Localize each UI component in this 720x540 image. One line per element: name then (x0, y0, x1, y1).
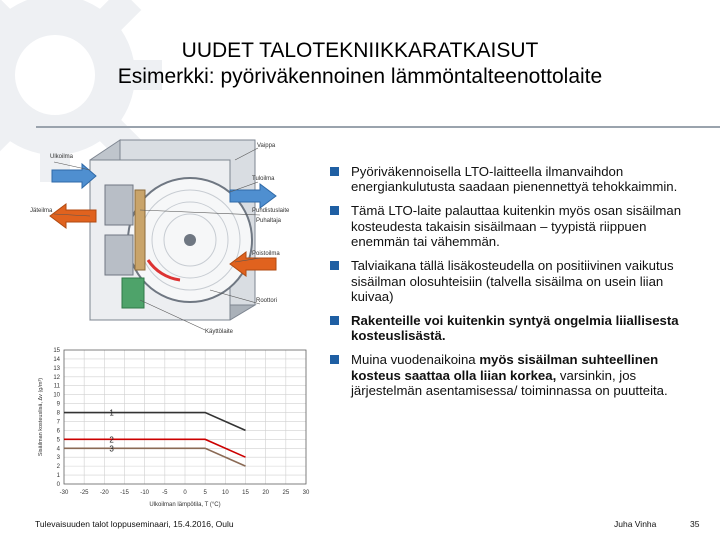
bullet-square-icon (330, 261, 339, 270)
bullet-square-icon (330, 355, 339, 364)
bullet-text: Pyöriväkennoisella LTO-laitteella ilmanvaihdon energiankulutusta saadaan pienennettyä tehokkaimmin. (351, 164, 678, 195)
bullet-square-icon (330, 206, 339, 215)
series-label: 2 (109, 435, 114, 445)
y-tick-label: 1 (56, 473, 60, 480)
x-tick-label: -30 (59, 490, 69, 496)
label-roottori: Roottori (256, 298, 278, 304)
bullet-text-highlight: myös sisäilman suhteellinen kosteus saattaa olla liian korkea, (351, 352, 659, 383)
y-tick-label: 0 (56, 482, 60, 488)
bullet-square-icon (330, 316, 339, 325)
label-kayttolaite: Käyttölaite (205, 329, 234, 335)
y-tick-label: 12 (53, 374, 60, 381)
x-tick-label: 25 (282, 490, 290, 496)
footer-author: Juha Vinha (614, 519, 657, 529)
y-axis-label: Sisäilman kosteuslisä, Δv (g/m³) (38, 377, 44, 457)
outdoor-air-arrow (52, 164, 96, 188)
bullet-text-part: Muina vuodenaikoina (351, 352, 480, 368)
y-tick-label: 14 (53, 356, 60, 363)
y-tick-label: 15 (53, 348, 60, 354)
label-puhaltaja: Puhaltaja (256, 218, 282, 224)
y-tick-label: 7 (56, 419, 60, 426)
y-tick-label: 5 (56, 437, 60, 444)
label-ulkoilma: Ulkoilma (50, 154, 74, 160)
x-tick-label: 15 (242, 490, 249, 496)
bullet-item (330, 352, 705, 398)
series-label: 3 (109, 444, 114, 454)
x-tick-label: 20 (262, 490, 270, 496)
y-tick-label: 6 (56, 428, 60, 435)
bullet-text: Talviaikana tällä lisäkosteudella on positiivinen vaikutus sisäilman olosuhteisiin (talvella sisäilma on usein liian kuivaa) (351, 258, 674, 305)
bullet-text: Rakenteille voi kuitenkin syntyä ongelmia liiallisesta kosteuslisästä. (351, 313, 679, 344)
series-label: 1 (109, 408, 114, 418)
bullet-item (330, 258, 705, 304)
x-tick-label: 30 (302, 490, 310, 496)
bullet-square-icon (330, 167, 339, 176)
bullet-text-part: varsinkin, jos järjestelmän asentamisessa/ toiminnassa on puutteita. (351, 367, 668, 399)
label-poistoilma: Poistoilma (252, 251, 280, 257)
label-vaippa: Vaippa (257, 143, 276, 149)
bullet-text: Tämä LTO-laite palauttaa kuitenkin myös osan sisäilman kosteudesta takaisin sisäilmaan – tyypistä riippuen enemmän tai vähemmän. (351, 203, 682, 250)
y-tick-label: 9 (56, 401, 60, 408)
label-puhdistuslaite: Puhdistuslaite (252, 208, 290, 214)
bullet-item (330, 203, 705, 249)
heat-recovery-unit-illustration (30, 130, 290, 345)
bullet-item (330, 313, 705, 344)
x-tick-label: 10 (221, 490, 229, 496)
label-tuloilma: Tuloilma (252, 176, 275, 182)
x-tick-label: 5 (203, 490, 207, 496)
y-tick-label: 4 (56, 446, 60, 453)
bullet-item (330, 164, 705, 195)
x-tick-label: -5 (162, 490, 168, 496)
x-tick-label: -20 (99, 490, 109, 496)
x-tick-label: -15 (120, 490, 129, 496)
y-tick-label: 10 (53, 392, 60, 399)
x-tick-label: -25 (79, 490, 89, 496)
x-tick-label: 0 (183, 490, 187, 496)
moisture-excess-chart (28, 342, 318, 524)
x-tick-label: -10 (140, 490, 150, 496)
label-jateilma: Jäteilma (30, 208, 53, 214)
slide-subtitle: Esimerkki: pyöriväkennoinen lämmöntalteenottolaite (117, 65, 603, 88)
y-tick-label: 3 (56, 455, 60, 462)
y-tick-label: 8 (56, 410, 60, 417)
y-tick-label: 2 (56, 464, 60, 471)
bullet-list (330, 164, 705, 407)
title-divider (36, 126, 720, 128)
slide-title: UUDET TALOTEKNIIKKARATKAISUT (181, 39, 539, 62)
page-number: 35 (690, 519, 700, 529)
x-axis-label: Ulkoilman lämpötila, T (°C) (149, 502, 221, 508)
y-tick-label: 13 (53, 365, 60, 372)
y-tick-label: 11 (53, 383, 60, 390)
footer-event: Tulevaisuuden talot loppuseminaari, 15.4.2016, Oulu (35, 519, 234, 529)
